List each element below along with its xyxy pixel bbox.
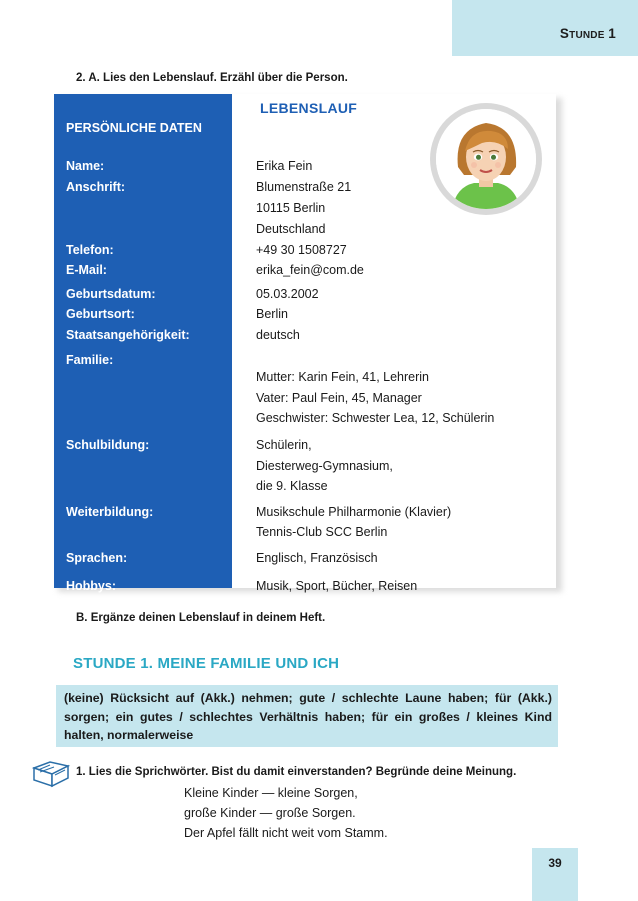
address-line: 10115 Berlin bbox=[256, 201, 326, 215]
pob-value: Berlin bbox=[256, 307, 288, 321]
section-title: STUNDE 1. MEINE FAMILIE UND ICH bbox=[73, 655, 340, 672]
task-1: 1. Lies die Sprichwörter. Bist du damit einverstanden? Begründe deine Meinung. bbox=[76, 766, 517, 778]
email-label: E-Mail: bbox=[66, 263, 107, 277]
email-value: erika_fein@com.de bbox=[256, 263, 364, 277]
proverb-line: große Kinder — große Sorgen. bbox=[184, 806, 356, 820]
school-line: Diesterweg-Gymnasium, bbox=[256, 459, 393, 473]
address-line: Deutschland bbox=[256, 222, 326, 236]
book-icon bbox=[32, 758, 72, 788]
portrait-image bbox=[436, 109, 536, 209]
vocabulary-text: (keine) Rücksicht auf (Akk.) nehmen; gute / schlechte Laune haben; für (Akk.) sorgen; ein gutes / schlechtes Verhältnis haben; für ein großes / kleines Kind halten, normalerweise bbox=[64, 691, 552, 743]
nationality-label: Staatsangehörigkeit: bbox=[66, 328, 190, 342]
address-label: Anschrift: bbox=[66, 180, 126, 194]
school-line: die 9. Klasse bbox=[256, 479, 328, 493]
family-line: Geschwister: Schwester Lea, 12, Schülerin bbox=[256, 411, 495, 425]
school-label: Schulbildung: bbox=[66, 438, 150, 452]
languages-value: Englisch, Französisch bbox=[256, 551, 378, 565]
family-line: Mutter: Karin Fein, 41, Lehrerin bbox=[256, 370, 429, 384]
phone-value: +49 30 1508727 bbox=[256, 243, 347, 257]
name-label: Name: bbox=[66, 159, 105, 173]
family-label: Familie: bbox=[66, 353, 114, 367]
school-line: Schülerin, bbox=[256, 438, 312, 452]
nationality-value: deutsch bbox=[256, 328, 300, 342]
further-education-label: Weiterbildung: bbox=[66, 505, 154, 519]
family-line: Vater: Paul Fein, 45, Manager bbox=[256, 391, 422, 405]
further-education-line: Musikschule Philharmonie (Klavier) bbox=[256, 505, 452, 519]
proverb-line: Der Apfel fällt nicht weit vom Stamm. bbox=[184, 826, 388, 840]
further-education-line: Tennis-Club SCC Berlin bbox=[256, 525, 388, 539]
address-line: Blumenstraße 21 bbox=[256, 180, 352, 194]
dob-label: Geburtsdatum: bbox=[66, 287, 156, 301]
proverb-line: Kleine Kinder — kleine Sorgen, bbox=[184, 786, 358, 800]
cv-section-heading: PERSÖNLICHE DATEN bbox=[66, 121, 202, 135]
pob-label: Geburtsort: bbox=[66, 307, 135, 321]
name-value: Erika Fein bbox=[256, 159, 313, 173]
hobbies-value: Musik, Sport, Bücher, Reisen bbox=[256, 579, 418, 593]
task-2a: 2. A. Lies den Lebenslauf. Erzähl über die Person. bbox=[76, 72, 348, 84]
languages-label: Sprachen: bbox=[66, 551, 128, 565]
lesson-header: STUNDE 1 bbox=[559, 26, 616, 41]
phone-label: Telefon: bbox=[66, 243, 114, 257]
cv-title: LEBENSLAUF bbox=[260, 100, 358, 116]
task-2b: B. Ergänze deinen Lebenslauf in deinem Heft. bbox=[76, 612, 326, 624]
dob-value: 05.03.2002 bbox=[256, 287, 319, 301]
hobbies-label: Hobbys: bbox=[66, 579, 116, 593]
page-number: 39 bbox=[548, 856, 562, 870]
